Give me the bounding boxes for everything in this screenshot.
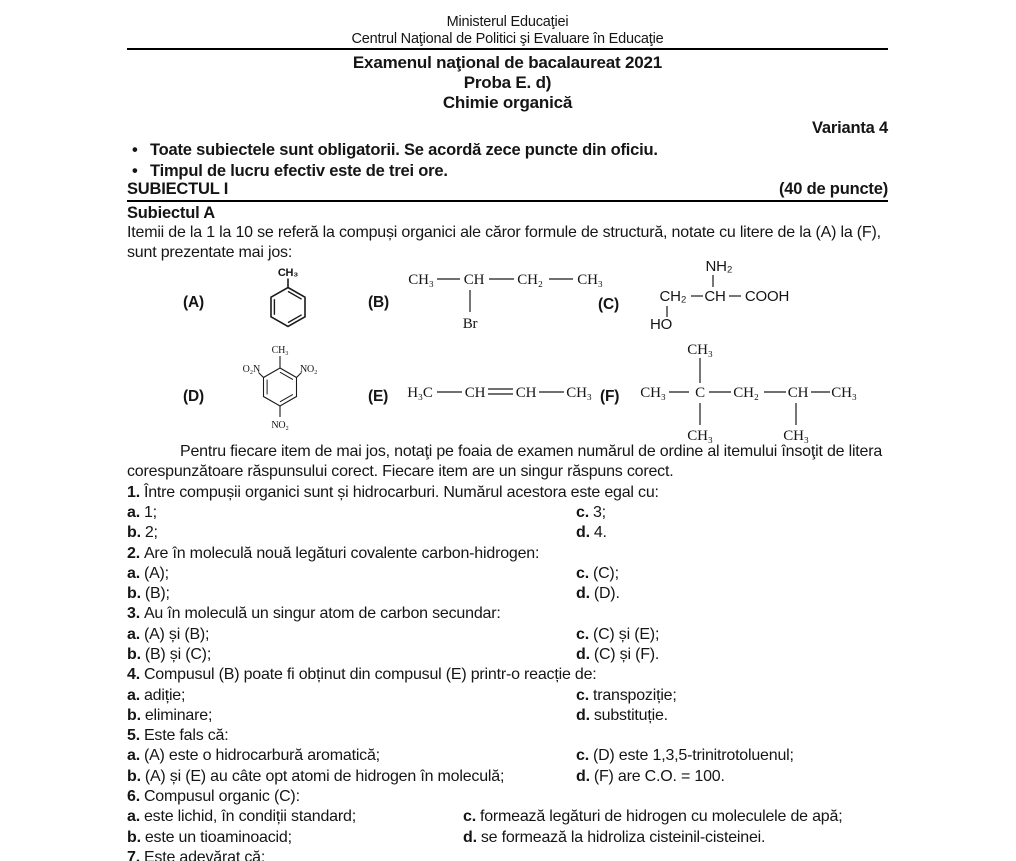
option-key: d. bbox=[576, 585, 590, 603]
note-item bbox=[127, 161, 888, 182]
org-line-1: Ministerul Educaţiei bbox=[446, 14, 569, 30]
option-key: d. bbox=[576, 646, 590, 663]
option-text: 4. bbox=[593, 524, 607, 542]
option-key: b. bbox=[127, 706, 141, 724]
question-number: 4. bbox=[127, 666, 140, 684]
atom-label: CH₃ bbox=[783, 427, 809, 444]
question-number: 3. bbox=[127, 605, 140, 623]
question-block bbox=[127, 544, 888, 605]
variant-label: Varianta 4 bbox=[812, 119, 888, 137]
question-text: Este fals că: bbox=[143, 727, 229, 745]
bullet-icon: • bbox=[132, 161, 138, 180]
benzene-ring bbox=[271, 287, 305, 326]
atom-label: CH bbox=[464, 384, 486, 401]
option-key: a. bbox=[127, 686, 140, 704]
atom-label: CH₃ bbox=[408, 271, 434, 288]
question-line bbox=[127, 665, 888, 685]
option-text: (B); bbox=[144, 585, 170, 603]
exam-notes bbox=[127, 140, 888, 181]
answer-option bbox=[576, 625, 888, 645]
question-block bbox=[127, 848, 888, 861]
option-text: 3; bbox=[592, 503, 606, 521]
answer-option bbox=[576, 706, 888, 726]
question-number: 6. bbox=[127, 788, 140, 806]
option-key: c. bbox=[576, 564, 589, 582]
benzene-ring bbox=[264, 368, 297, 406]
answer-option bbox=[127, 584, 576, 604]
option-text: 2; bbox=[144, 524, 158, 542]
structure-d-label: (D) bbox=[183, 387, 204, 405]
atom-label: CH₂ bbox=[659, 287, 687, 305]
question-text: Este adevărat că: bbox=[143, 848, 266, 861]
atom-label: CH₃ bbox=[577, 271, 603, 288]
option-key: a. bbox=[127, 564, 140, 582]
option-text: transpoziție; bbox=[592, 686, 677, 704]
instruction-paragraph: Pentru fiecare item de mai jos, notaţi pe foaia de examen numărul de ordine al itemului însoţit de litera corespunzătoare răspunsului corect. Fiecare item are un singur răspuns corect. bbox=[127, 442, 883, 481]
answer-option bbox=[576, 746, 888, 766]
answer-option bbox=[576, 523, 888, 543]
note-text: Toate subiectele sunt obligatorii. Se acordă zece puncte din oficiu. bbox=[150, 141, 658, 159]
option-text: se formează la hidroliza cisteinil-cisteinei. bbox=[480, 828, 766, 846]
question-text: Compusul (B) poate fi obținut din compusul (E) printr-o reacție de: bbox=[143, 666, 597, 684]
question-text: Au în moleculă un singur atom de carbon secundar: bbox=[143, 605, 501, 623]
answer-option bbox=[127, 564, 576, 584]
subsection-title: Subiectul A bbox=[127, 204, 215, 222]
section-header bbox=[127, 181, 888, 202]
answer-option bbox=[576, 503, 888, 523]
atom-label: HO bbox=[649, 315, 673, 332]
atom-label: CH₃ bbox=[277, 266, 299, 279]
question-options bbox=[127, 625, 888, 666]
option-key: a. bbox=[127, 747, 140, 765]
structure-f-trimethylpentane bbox=[639, 341, 861, 445]
exam-subject: Chimie organică bbox=[442, 93, 573, 112]
option-text: eliminare; bbox=[144, 706, 213, 724]
option-key: c. bbox=[576, 747, 589, 765]
option-text: substituție. bbox=[593, 706, 668, 724]
option-text: (A) și (B); bbox=[143, 625, 210, 643]
answer-option bbox=[127, 706, 576, 726]
answer-option bbox=[576, 645, 888, 665]
option-key: d. bbox=[576, 524, 590, 542]
answer-option bbox=[576, 767, 888, 787]
question-number: 2. bbox=[127, 544, 140, 562]
option-text: (C) și (F). bbox=[593, 646, 660, 663]
option-key: b. bbox=[127, 585, 141, 603]
answer-option bbox=[463, 807, 888, 827]
option-key: c. bbox=[576, 625, 589, 643]
atom-label: CH bbox=[463, 271, 485, 288]
option-text: (D) este 1,3,5-trinitrotoluenul; bbox=[592, 747, 794, 765]
bullet-icon: • bbox=[132, 141, 138, 159]
exam-title: Examenul naţional de bacalaureat 2021 bbox=[352, 53, 663, 72]
question-number: 1. bbox=[127, 483, 140, 501]
question-line bbox=[127, 604, 888, 624]
question-line bbox=[127, 544, 888, 564]
question-text: Între compușii organici sunt și hidrocarburi. Numărul acestora este egal cu: bbox=[143, 483, 659, 501]
option-key: b. bbox=[127, 524, 141, 542]
question-block bbox=[127, 604, 888, 665]
option-text: adiție; bbox=[143, 686, 186, 704]
option-text: (B) și (C); bbox=[144, 646, 212, 663]
question-line bbox=[127, 787, 888, 807]
answer-option bbox=[127, 523, 576, 543]
section-points: (40 de puncte) bbox=[778, 180, 888, 198]
atom-label: CH bbox=[515, 384, 537, 401]
option-text: este lichid, în condiții standard; bbox=[143, 808, 356, 826]
answer-option bbox=[127, 746, 576, 766]
atom-label: CH₃ bbox=[831, 384, 857, 401]
answer-option bbox=[127, 807, 463, 827]
option-key: c. bbox=[576, 503, 589, 521]
atom-label: CH₂ bbox=[517, 271, 543, 288]
question-options bbox=[127, 746, 888, 787]
note-text: Timpul de lucru efectiv este de trei ore. bbox=[150, 161, 448, 180]
atom-label: Br bbox=[462, 315, 478, 331]
option-key: d. bbox=[576, 706, 590, 724]
option-key: c. bbox=[576, 686, 589, 704]
option-text: (D). bbox=[593, 585, 620, 603]
option-text: (A) și (E) au câte opt atomi de hidrogen în moleculă; bbox=[144, 767, 505, 785]
answer-option bbox=[576, 686, 888, 706]
structure-f-label: (F) bbox=[600, 387, 620, 405]
answer-option bbox=[127, 503, 576, 523]
question-block bbox=[127, 665, 888, 726]
answer-option bbox=[127, 645, 576, 665]
question-number: 5. bbox=[127, 727, 140, 745]
structure-e-label: (E) bbox=[368, 387, 389, 405]
page-content bbox=[127, 0, 888, 861]
chemical-structures bbox=[127, 257, 888, 444]
structure-c-serine bbox=[645, 258, 793, 332]
atom-label: COOH bbox=[744, 287, 790, 305]
structure-e-butene bbox=[405, 382, 595, 404]
atom-label: NO₂ bbox=[300, 363, 318, 375]
question-number: 7. bbox=[127, 848, 140, 861]
option-key: a. bbox=[127, 503, 140, 521]
atom-label: CH₃ bbox=[566, 384, 592, 401]
atom-label: NO₂ bbox=[271, 419, 289, 431]
option-text: formează legături de hidrogen cu moleculele de apă; bbox=[479, 808, 843, 826]
answer-option bbox=[127, 625, 576, 645]
option-text: (C); bbox=[592, 564, 619, 582]
structure-c-label: (C) bbox=[598, 295, 619, 313]
atom-label: CH₂ bbox=[733, 384, 759, 401]
atom-label: CH₃ bbox=[640, 384, 666, 401]
question-options bbox=[127, 503, 888, 544]
structure-d-tnt bbox=[226, 344, 336, 434]
answer-option bbox=[127, 767, 576, 787]
intro-paragraph: Itemii de la 1 la 10 se referă la compuși organici ale căror formule de structură, notate cu litere de la (A) la (F), sunt prezentate mai jos: bbox=[127, 224, 881, 262]
question-options bbox=[127, 564, 888, 605]
option-text: (A); bbox=[143, 564, 169, 582]
question-line bbox=[127, 726, 888, 746]
option-text: 1; bbox=[143, 503, 157, 521]
answer-option bbox=[127, 686, 576, 706]
question-line bbox=[127, 848, 888, 861]
option-key: b. bbox=[127, 828, 141, 846]
question-options bbox=[127, 686, 888, 727]
structure-b-label: (B) bbox=[368, 293, 389, 311]
atom-label: CH bbox=[787, 384, 809, 401]
atom-label: O₂N bbox=[242, 363, 260, 375]
atom-label: CH bbox=[704, 287, 726, 305]
answer-option bbox=[127, 828, 463, 848]
atom-label: NH₂ bbox=[705, 257, 733, 275]
question-block bbox=[127, 483, 888, 544]
option-key: b. bbox=[127, 767, 141, 785]
question-options bbox=[127, 807, 888, 848]
atom-label: CH₃ bbox=[687, 427, 713, 444]
option-text: (F) are C.O. = 100. bbox=[593, 767, 725, 785]
option-text: este un tioaminoacid; bbox=[144, 828, 292, 846]
atom-label: H₃C bbox=[407, 384, 433, 401]
option-text: (A) este o hidrocarbură aromatică; bbox=[143, 747, 380, 765]
atom-label: C bbox=[695, 384, 705, 401]
section-title: SUBIECTUL I bbox=[127, 180, 229, 198]
question-block bbox=[127, 726, 888, 787]
question-line bbox=[127, 483, 888, 503]
structure-b-bromobutane bbox=[407, 269, 607, 331]
structure-a-label: (A) bbox=[183, 293, 204, 311]
option-key: b. bbox=[127, 646, 141, 663]
option-key: d. bbox=[463, 828, 477, 846]
option-text: (C) și (E); bbox=[592, 625, 660, 643]
answer-option bbox=[576, 564, 888, 584]
note-item bbox=[127, 140, 888, 161]
atom-label: CH₃ bbox=[687, 341, 713, 358]
question-block bbox=[127, 787, 888, 848]
org-line-2: Centrul Naţional de Politici şi Evaluare în Educaţie bbox=[127, 31, 888, 50]
atom-label: CH₃ bbox=[271, 344, 289, 356]
exam-proba: Proba E. d) bbox=[463, 73, 552, 92]
answer-option bbox=[463, 828, 888, 848]
option-key: d. bbox=[576, 767, 590, 785]
questions bbox=[127, 483, 888, 861]
option-key: c. bbox=[463, 808, 476, 826]
option-key: a. bbox=[127, 625, 140, 643]
question-text: Compusul organic (C): bbox=[143, 788, 300, 806]
question-text: Are în moleculă nouă legături covalente carbon-hidrogen: bbox=[143, 544, 540, 562]
answer-option bbox=[576, 584, 888, 604]
structure-a-toluene bbox=[257, 266, 319, 340]
option-key: a. bbox=[127, 808, 140, 826]
